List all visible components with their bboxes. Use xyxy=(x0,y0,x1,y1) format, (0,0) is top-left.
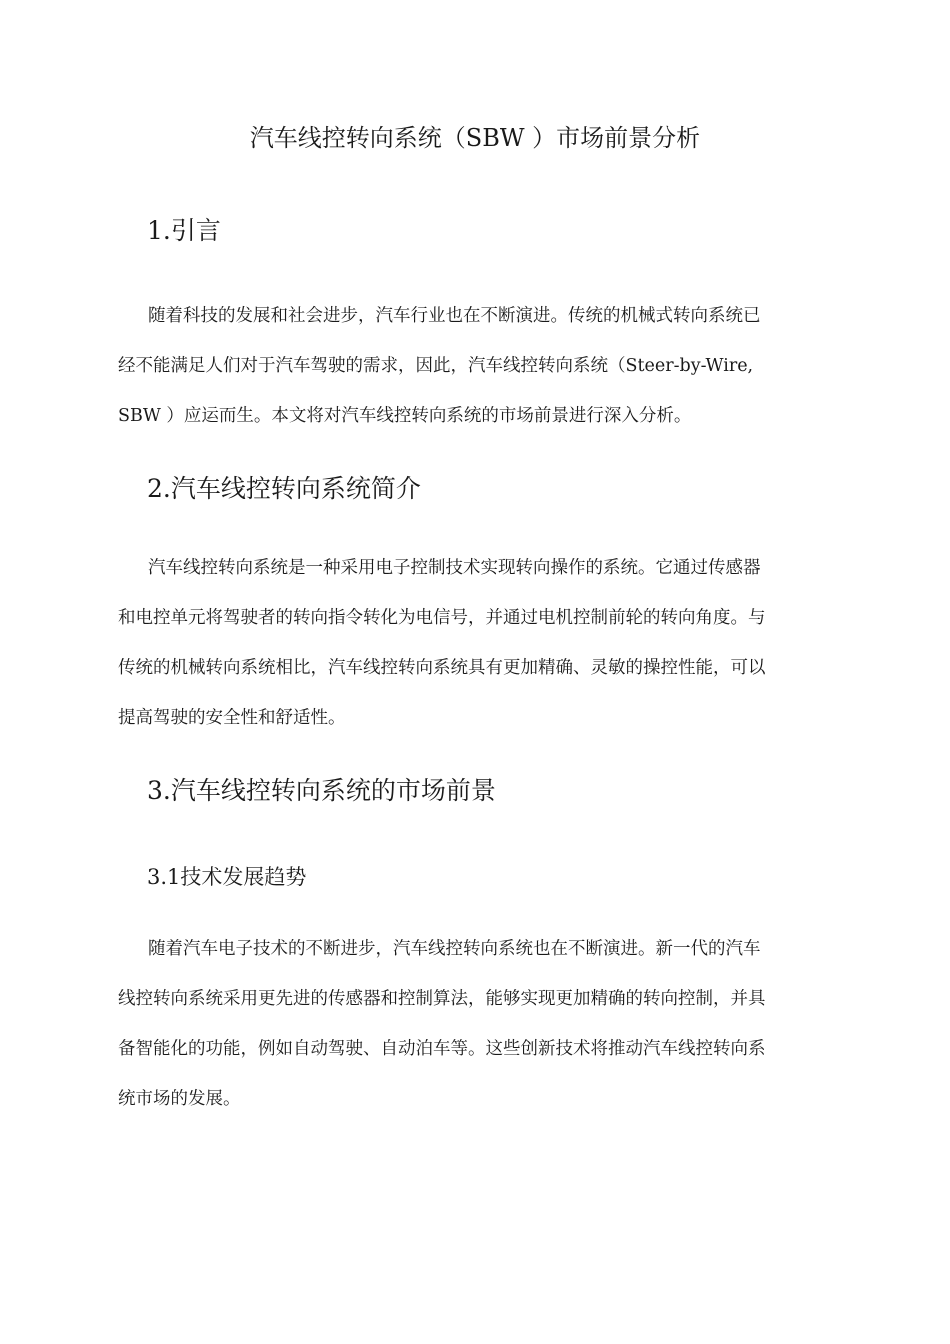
section-heading-overview: 2.汽车线控转向系统简介 xyxy=(147,474,421,503)
paragraph-line: 随着科技的发展和社会进步，汽车行业也在不断演进。传统的机械式转向系统已 xyxy=(148,306,761,326)
paragraph-introduction xyxy=(118,291,834,441)
subsection-heading-tech-trends: 3.1技术发展趋势 xyxy=(147,865,307,889)
paragraph-line: 随着汽车电子技术的不断进步，汽车线控转向系统也在不断演进。新一代的汽车 xyxy=(148,939,761,959)
paragraph-overview xyxy=(118,543,834,743)
paragraph-tech-trends xyxy=(118,924,834,1124)
paragraph-line: 备智能化的功能，例如自动驾驶、自动泊车等。这些创新技术将推动汽车线控转向系 xyxy=(118,1039,766,1059)
paragraph-line: 线控转向系统采用更先进的传感器和控制算法，能够实现更加精确的转向控制，并具 xyxy=(118,989,766,1009)
paragraph-line: 统市场的发展。 xyxy=(118,1089,241,1109)
paragraph-line: 和电控单元将驾驶者的转向指令转化为电信号，并通过电机控制前轮的转向角度。与 xyxy=(118,608,766,628)
document-title: 汽车线控转向系统（SBW ）市场前景分析 xyxy=(249,124,701,152)
paragraph-line: 经不能满足人们对于汽车驾驶的需求，因此，汽车线控转向系统（Steer-by-Wire, xyxy=(118,356,754,376)
paragraph-line: SBW ）应运而生。本文将对汽车线控转向系统的市场前景进行深入分析。 xyxy=(118,406,692,426)
section-heading-introduction: 1.引言 xyxy=(147,216,221,245)
paragraph-line: 汽车线控转向系统是一种采用电子控制技术实现转向操作的系统。它通过传感器 xyxy=(148,558,761,578)
paragraph-line: 传统的机械转向系统相比，汽车线控转向系统具有更加精确、灵敏的操控性能，可以 xyxy=(118,658,766,678)
section-heading-market-outlook: 3.汽车线控转向系统的市场前景 xyxy=(147,776,496,805)
paragraph-line: 提高驾驶的安全性和舒适性。 xyxy=(118,708,346,728)
